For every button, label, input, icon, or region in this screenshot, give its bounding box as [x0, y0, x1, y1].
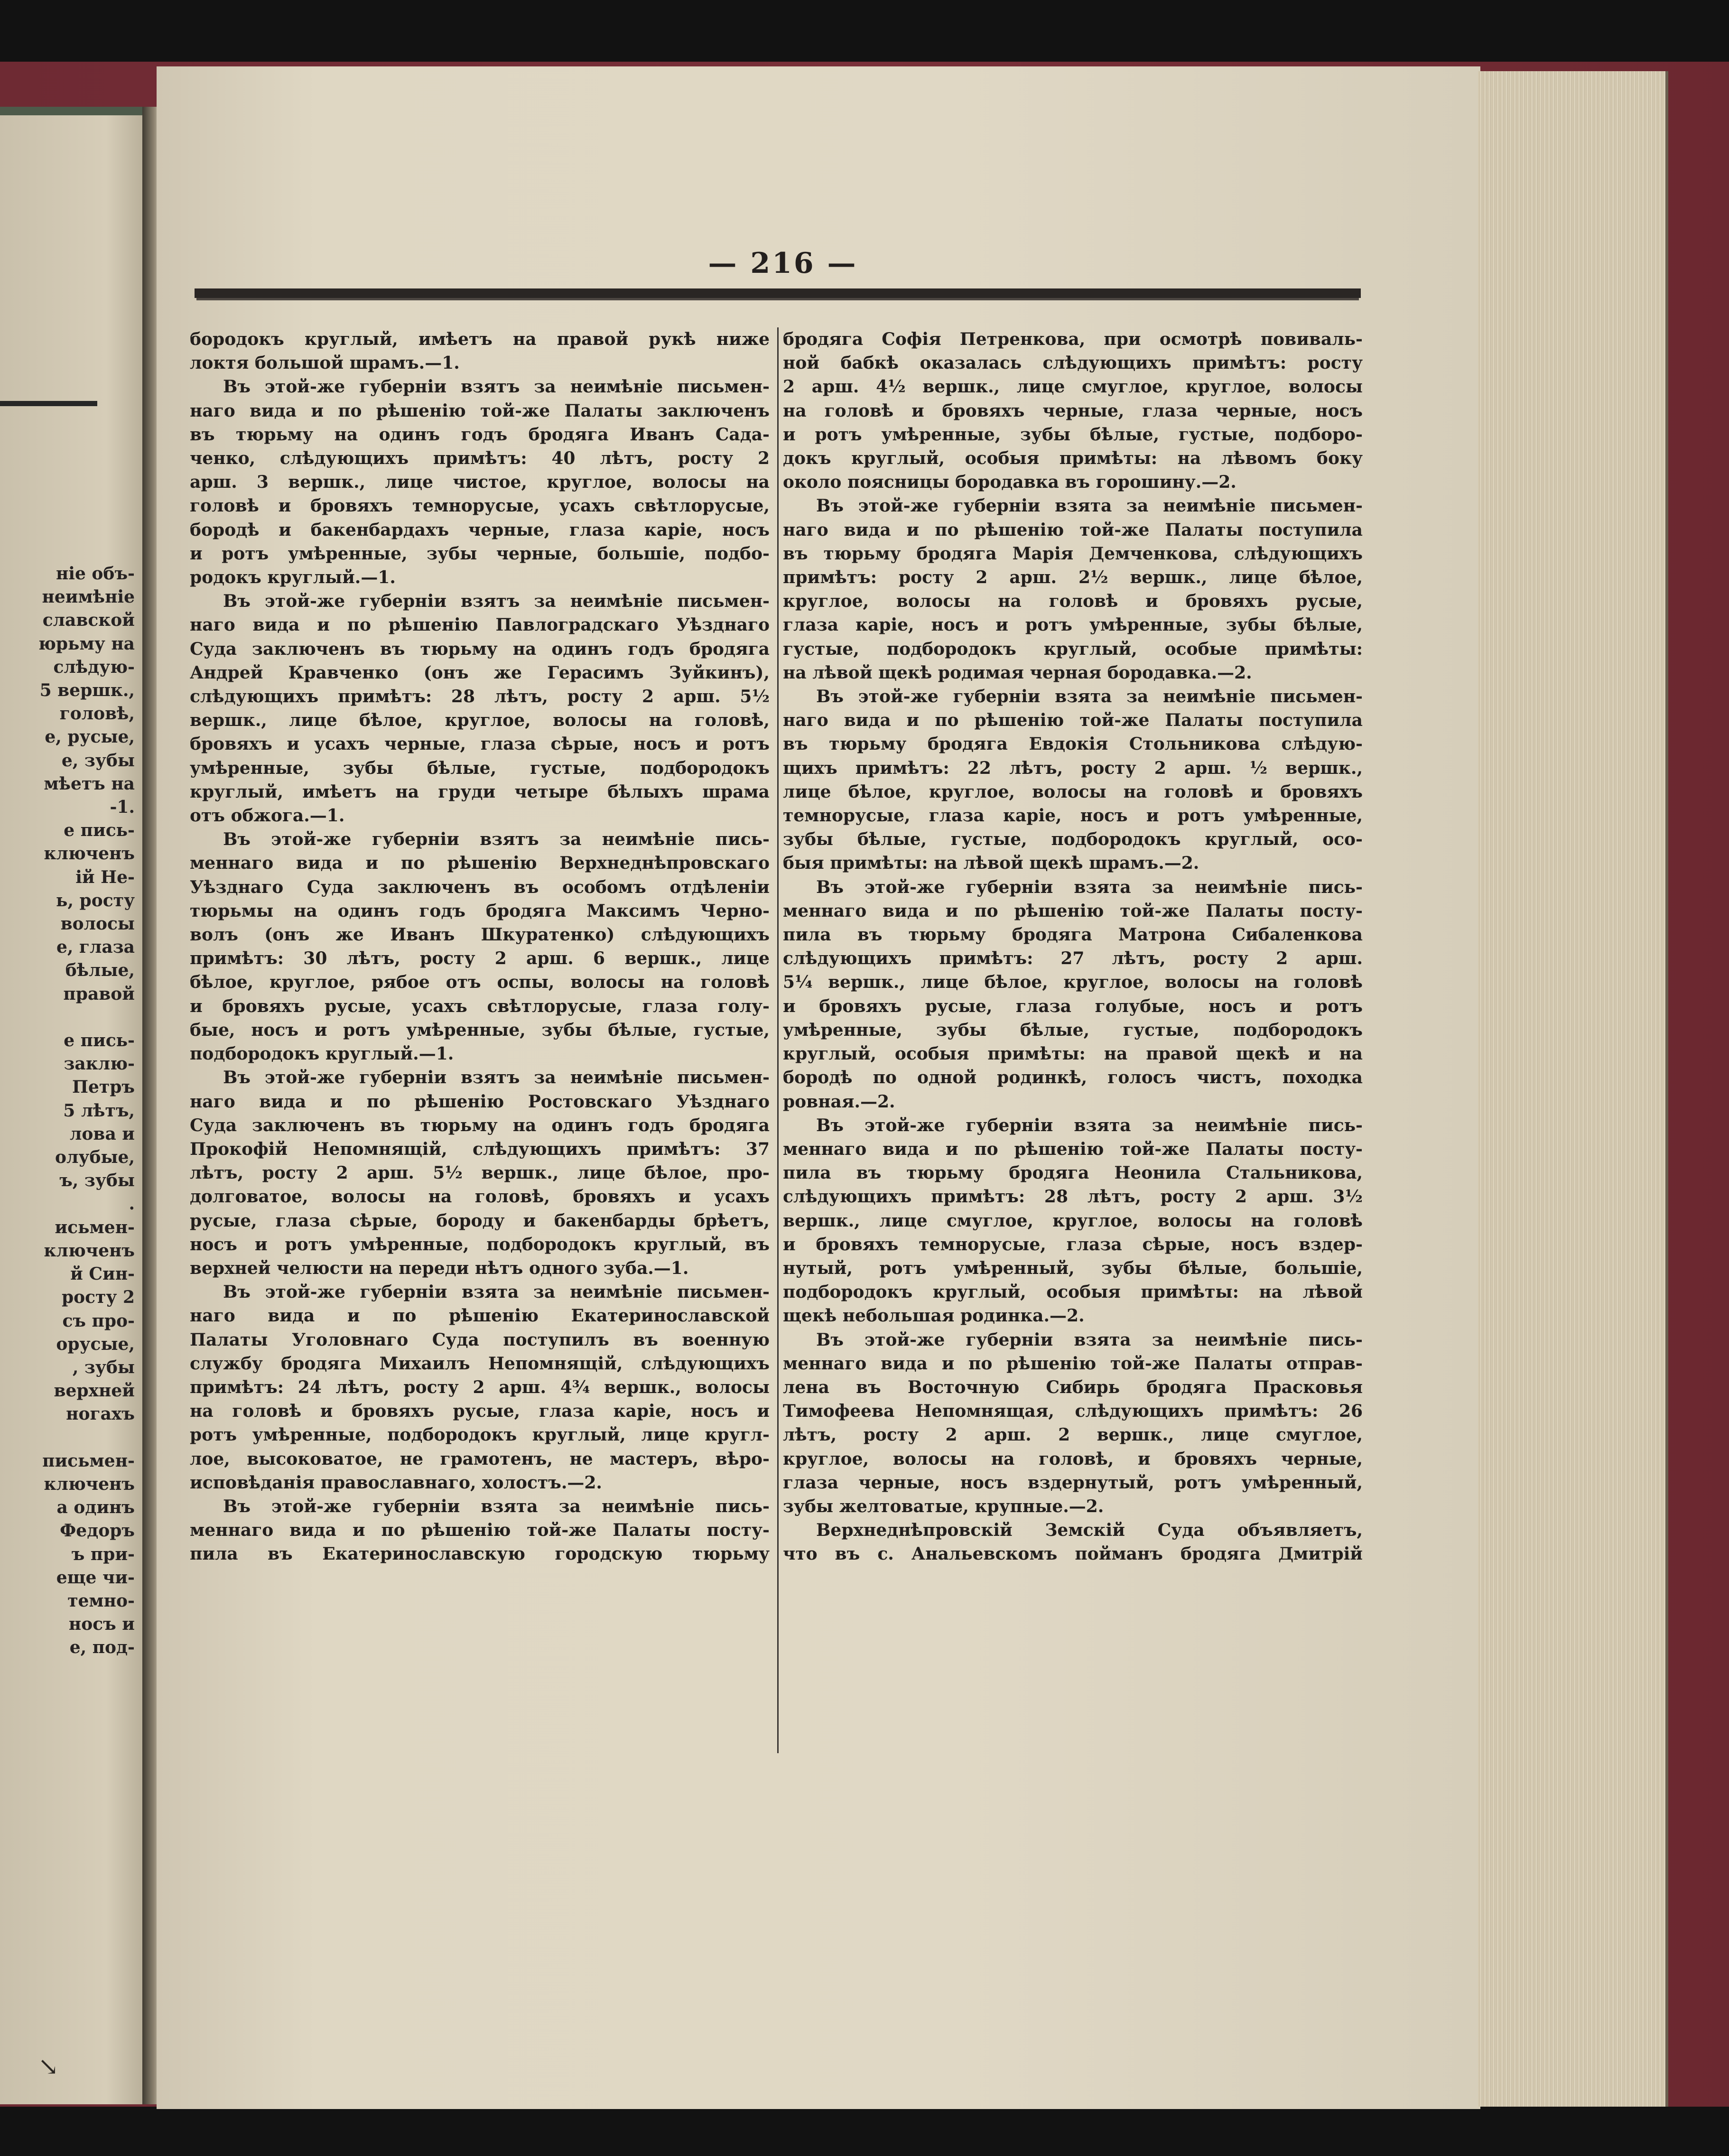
page-number: — 216 — — [708, 247, 858, 280]
text-line: лице бѣлое, круглое, волосы на головѣ и бровяхъ — [783, 781, 1363, 802]
text-line: верхней челюсти на переди нѣтъ одного зуба.—1. — [190, 1258, 689, 1278]
left-page-fragment: головѣ, — [59, 704, 135, 724]
left-page-fragment: е, под- — [69, 1637, 135, 1658]
text-line: глаза каріе, носъ и ротъ умѣренные, зубы бѣлые, — [783, 615, 1363, 635]
text-line: Въ этой-же губерніи взята за неимѣніе письмен- — [816, 496, 1363, 516]
left-page — [0, 107, 152, 2104]
left-page-fragment: юрьму на — [38, 633, 135, 654]
text-line: отъ обжога.—1. — [190, 806, 345, 826]
text-line: бродяга Софія Петренкова, при осмотрѣ повиваль- — [783, 329, 1363, 349]
text-line: бородокъ круглый, имѣетъ на правой рукѣ ниже — [190, 329, 770, 349]
left-page-fragment: носъ и — [68, 1614, 135, 1635]
text-line: Верхнеднѣпровскій Земскій Суда объявляетъ, — [816, 1520, 1363, 1541]
text-line: наго вида и по рѣшенію Ростовскаго Уѣзднаго — [190, 1091, 770, 1112]
text-line: Андрей Кравченко (онъ же Герасимъ Зуйкинъ), — [190, 662, 770, 683]
text-line: наго вида и по рѣшенію той-же Палаты заключенъ — [190, 400, 770, 421]
left-page-fragment: 5 вершк., — [39, 680, 135, 701]
left-page-fragment: еще чи- — [56, 1567, 135, 1588]
text-line: русые, глаза сѣрые, бороду и бакенбарды брѣетъ, — [190, 1210, 770, 1231]
left-page-fragment: е пись- — [64, 1031, 135, 1051]
text-line: ровная.—2. — [783, 1091, 895, 1112]
text-line: въ тюрьму бродяга Марія Демченкова, слѣдующихъ — [783, 543, 1363, 564]
text-line: наго вида и по рѣшенію Екатеринославской — [190, 1306, 770, 1326]
text-line: круглый, имѣетъ на груди четыре бѣлыхъ шрама — [190, 781, 770, 802]
text-line: зубы желтоватые, крупные.—2. — [783, 1496, 1104, 1516]
left-page-fragment: правой — [63, 984, 135, 1004]
text-line: меннаго вида и по рѣшенію той-же Палаты посту- — [190, 1520, 770, 1541]
text-line: наго вида и по рѣшенію той-же Палаты поступила — [783, 710, 1363, 731]
left-page-fragment: верхней — [54, 1381, 135, 1401]
text-line: бородѣ и бакенбардахъ черные, глаза каріе, носъ — [190, 520, 770, 540]
left-page-header-rule — [0, 401, 97, 406]
text-line: меннаго вида и по рѣшенію той-же Палаты посту- — [783, 1139, 1363, 1159]
text-line: глаза черные, носъ вздернутый, ротъ умѣренный, — [783, 1472, 1363, 1493]
text-line: ченко, слѣдующихъ примѣтъ: 40 лѣтъ, росту 2 — [190, 448, 770, 469]
text-line: носъ и ротъ умѣренные, подбородокъ круглый, въ — [190, 1234, 770, 1255]
text-line: густые, подбородокъ круглый, особые примѣты: — [783, 639, 1363, 659]
text-line: 5¼ вершк., лице бѣлое, круглое, волосы на головѣ — [783, 972, 1363, 993]
text-line: на головѣ и бровяхъ черные, глаза черные, носъ — [783, 400, 1363, 421]
text-line: головѣ и бровяхъ темнорусые, усахъ свѣтлорусые, — [190, 496, 770, 516]
left-column — [190, 327, 770, 1566]
left-page-binding-edge — [0, 107, 142, 115]
text-line: Въ этой-же губерніи взятъ за неимѣніе пись- — [223, 829, 770, 850]
text-line: круглое, волосы на головѣ и бровяхъ русые, — [783, 591, 1363, 612]
text-line: Въ этой-же губерніи взятъ за неимѣніе письмен- — [223, 1068, 770, 1088]
text-line: родокъ круглый.—1. — [190, 567, 396, 588]
text-line: бородѣ по одной родинкѣ, голосъ чистъ, походка — [783, 1068, 1363, 1088]
left-page-fragment: е, русые, — [45, 727, 135, 747]
left-page-text — [2, 562, 135, 1660]
text-line: и ротъ умѣренные, зубы бѣлые, густые, подборо- — [783, 424, 1363, 445]
text-line: Въ этой-же губерніи взята за неимѣніе письмен- — [816, 687, 1363, 707]
left-page-fragment — [2, 1006, 135, 1029]
text-line: долговатое, волосы на головѣ, бровяхъ и усахъ — [190, 1187, 770, 1207]
text-line: вершк., лице смуглое, круглое, волосы на головѣ — [783, 1210, 1363, 1231]
right-column — [783, 327, 1363, 1566]
text-line: на головѣ и бровяхъ русые, глаза каріе, носъ и — [190, 1401, 770, 1422]
text-line: Въ этой-же губерніи взята за неимѣніе пись- — [223, 1496, 770, 1516]
left-page-fragment: ъ, зубы — [59, 1171, 135, 1191]
left-page-fragment: ключенъ — [44, 844, 135, 864]
text-line: волъ (онъ же Иванъ Шкуратенко) слѣдующихъ — [190, 925, 770, 945]
text-line: круглое, волосы на головѣ, и бровяхъ черные, — [783, 1449, 1363, 1469]
text-line: щихъ примѣтъ: 22 лѣтъ, росту 2 арш. ½ вершк., — [783, 758, 1363, 778]
text-line: Въ этой-же губерніи взята за неимѣніе пись- — [816, 1115, 1363, 1135]
left-page-fragment: росту 2 — [61, 1287, 135, 1308]
text-line: пила въ тюрьму бродяга Матрона Сибаленкова — [783, 925, 1363, 945]
text-line: лѣтъ, росту 2 арш. 2 вершк., лице смуглое, — [783, 1425, 1363, 1445]
text-line: Палаты Уголовнаго Суда поступилъ въ военную — [190, 1329, 770, 1350]
text-line: ротъ умѣренные, подбородокъ круглый, лице кругл- — [190, 1425, 770, 1445]
text-line: Въ этой-же губерніи взята за неимѣніе пись- — [816, 877, 1363, 897]
text-line: быя примѣты: на лѣвой щекѣ шрамъ.—2. — [783, 853, 1199, 874]
text-line: лѣтъ, росту 2 арш. 5½ вершк., лице бѣлое, про- — [190, 1163, 770, 1183]
left-page-fragment: . — [129, 1194, 135, 1214]
text-line: слѣдующихъ примѣтъ: 28 лѣтъ, росту 2 арш. 5½ — [190, 687, 770, 707]
left-page-fragment: волосы — [60, 914, 135, 934]
text-line: меннаго вида и по рѣшенію той-же Палаты отправ- — [783, 1353, 1363, 1374]
text-line: Въ этой-же губерніи взята за неимѣніе пись- — [816, 1329, 1363, 1350]
text-line: и бровяхъ русые, усахъ свѣтлорусые, глаза голу- — [190, 996, 770, 1016]
left-page-fragment: съ про- — [62, 1310, 135, 1331]
left-page-fragment: неимѣніе — [42, 587, 135, 607]
text-line: щекѣ небольшая родинка.—2. — [783, 1306, 1085, 1326]
left-page-fragment: бѣлые, — [65, 960, 135, 981]
text-line: и бровяхъ темнорусые, глаза сѣрые, носъ вздер- — [783, 1234, 1363, 1255]
text-line: 2 арш. 4½ вершк., лице смуглое, круглое, волосы — [783, 377, 1363, 397]
text-line: арш. 3 вершк., лице чистое, круглое, волосы на — [190, 472, 770, 493]
text-line: въ тюрьму бродяга Евдокія Стольникова слѣдую- — [783, 734, 1363, 754]
text-line: бровяхъ и усахъ черные, глаза сѣрые, носъ и ротъ — [190, 734, 770, 754]
left-page-fragment: мѣетъ на — [44, 773, 135, 794]
left-page-fragment: олубые, — [55, 1147, 135, 1168]
left-page-fragment: й Син- — [70, 1264, 135, 1284]
text-line: пила въ Екатеринославскую городскую тюрьму — [190, 1544, 770, 1564]
left-page-fragment: ключенъ — [44, 1474, 135, 1494]
left-page-fragment: заклю- — [64, 1054, 135, 1074]
text-line: Уѣзднаго Суда заключенъ въ особомъ отдѣленіи — [190, 877, 770, 897]
text-line: Въ этой-же губерніи взята за неимѣніе письмен- — [223, 1282, 770, 1302]
text-line: примѣтъ: 30 лѣтъ, росту 2 арш. 6 вершк., лице — [190, 948, 770, 969]
left-page-fragment: ъ при- — [71, 1544, 135, 1564]
text-line: и бровяхъ русые, глаза голубые, носъ и ротъ — [783, 996, 1363, 1016]
left-page-fragment: ключенъ — [44, 1240, 135, 1261]
text-line: пила въ тюрьму бродяга Неонила Стальникова, — [783, 1163, 1363, 1183]
text-line: примѣтъ: 24 лѣтъ, росту 2 арш. 4¾ вершк., волосы — [190, 1377, 770, 1397]
text-line: Тимофеева Непомнящая, слѣдующихъ примѣтъ: 26 — [783, 1401, 1363, 1422]
left-page-fragment: слѣдую- — [53, 657, 135, 677]
text-line: наго вида и по рѣшенію той-же Палаты поступила — [783, 520, 1363, 540]
text-line: и ротъ умѣренные, зубы черные, большіе, подбо- — [190, 543, 770, 564]
text-line: круглый, особыя примѣты: на правой щекѣ и на — [783, 1044, 1363, 1064]
text-line: лена въ Восточную Сибирь бродяга Прасковья — [783, 1377, 1363, 1397]
text-line: Суда заключенъ въ тюрьму на одинъ годъ бродяга — [190, 639, 770, 659]
left-page-fragment: е, глаза — [56, 937, 135, 957]
text-line: локтя большой шрамъ.—1. — [190, 353, 460, 373]
page-edges — [1478, 71, 1668, 2107]
text-line: службу бродяга Михаилъ Непомнящій, слѣдующихъ — [190, 1353, 770, 1374]
text-line: умѣренные, зубы бѣлые, густые, подбородокъ — [783, 1020, 1363, 1040]
fold-mark: ↘ — [38, 2053, 59, 2081]
text-line: примѣтъ: росту 2 арш. 2½ вершк., лице бѣлое, — [783, 567, 1363, 588]
text-line: слѣдующихъ примѣтъ: 27 лѣтъ, росту 2 арш. — [783, 948, 1363, 969]
left-page-fragment: а одинъ — [56, 1497, 135, 1518]
left-page-fragment: е, зубы — [61, 750, 135, 771]
left-page-fragment: исьмен- — [55, 1217, 135, 1237]
text-line: въ тюрьму на одинъ годъ бродяга Иванъ Сада- — [190, 424, 770, 445]
left-page-fragment: е пись- — [64, 820, 135, 841]
text-line: ной бабкѣ оказалась слѣдующихъ примѣтъ: росту — [783, 353, 1363, 373]
text-line: меннаго вида и по рѣшенію Верхнеднѣпровскаго — [190, 853, 770, 874]
left-page-fragment: ніе объ- — [56, 564, 135, 584]
text-line: меннаго вида и по рѣшенію той-же Палаты посту- — [783, 901, 1363, 921]
text-line: Прокофій Непомнящій, слѣдующихъ примѣтъ: 37 — [190, 1139, 770, 1159]
text-line: слѣдующихъ примѣтъ: 28 лѣтъ, росту 2 арш. 3½ — [783, 1187, 1363, 1207]
text-line: бѣлое, круглое, рябое отъ оспы, волосы на головѣ — [190, 972, 770, 993]
text-line: подбородокъ круглый.—1. — [190, 1044, 454, 1064]
left-page-fragment: 5 лѣтъ, — [63, 1100, 135, 1121]
left-page-fragment: ногахъ — [66, 1404, 135, 1424]
left-page-fragment: лова и — [70, 1124, 135, 1144]
text-line: умѣренные, зубы бѣлые, густые, подбородокъ — [190, 758, 770, 778]
left-page-fragment: ій Не- — [75, 867, 135, 887]
text-line: около поясницы бородавка въ горошину.—2. — [783, 472, 1236, 493]
header-rule — [195, 288, 1361, 298]
left-page-fragment: Федоръ — [60, 1521, 135, 1541]
left-page-fragment: славской — [42, 610, 135, 631]
text-line: что въ с. Анальевскомъ пойманъ бродяга Дмитрій — [783, 1544, 1363, 1564]
text-line: зубы бѣлые, густые, подбородокъ круглый, осо- — [783, 829, 1363, 850]
text-line: Въ этой-же губерніи взятъ за неимѣніе письмен- — [223, 591, 770, 612]
text-line: исповѣданія православнаго, холостъ.—2. — [190, 1472, 602, 1493]
text-line: лое, высоковатое, не грамотенъ, не мастеръ, вѣро- — [190, 1449, 770, 1469]
text-line: Суда заключенъ въ тюрьму на одинъ годъ бродяга — [190, 1115, 770, 1135]
column-divider — [777, 327, 779, 1753]
left-page-fragment — [2, 1426, 135, 1450]
left-page-fragment: темно- — [67, 1590, 135, 1611]
text-line: Въ этой-же губерніи взятъ за неимѣніе письмен- — [223, 377, 770, 397]
text-line: темнорусые, глаза каріе, носъ и ротъ умѣренные, — [783, 806, 1363, 826]
left-page-fragment: Петръ — [72, 1077, 135, 1097]
text-line: вершк., лице бѣлое, круглое, волосы на головѣ, — [190, 710, 770, 731]
text-line: подбородокъ круглый, особыя примѣты: на лѣвой — [783, 1282, 1363, 1302]
left-page-fragment: письмен- — [42, 1450, 135, 1471]
text-line: нутый, ротъ умѣренный, зубы бѣлые, большіе, — [783, 1258, 1363, 1278]
left-page-fragment: -1. — [110, 797, 135, 818]
text-line: докъ круглый, особыя примѣты: на лѣвомъ боку — [783, 448, 1363, 469]
left-page-fragment: ь, росту — [56, 890, 135, 911]
left-page-fragment: орусые, — [56, 1334, 135, 1354]
text-line: тюрьмы на одинъ годъ бродяга Максимъ Черно- — [190, 901, 770, 921]
text-line: на лѣвой щекѣ родимая черная бородавка.—2. — [783, 662, 1252, 683]
left-page-fragment: , зубы — [72, 1357, 135, 1377]
text-line: бые, носъ и ротъ умѣренные, зубы бѣлые, густые, — [190, 1020, 770, 1040]
text-line: наго вида и по рѣшенію Павлоградскаго Уѣзднаго — [190, 615, 770, 635]
